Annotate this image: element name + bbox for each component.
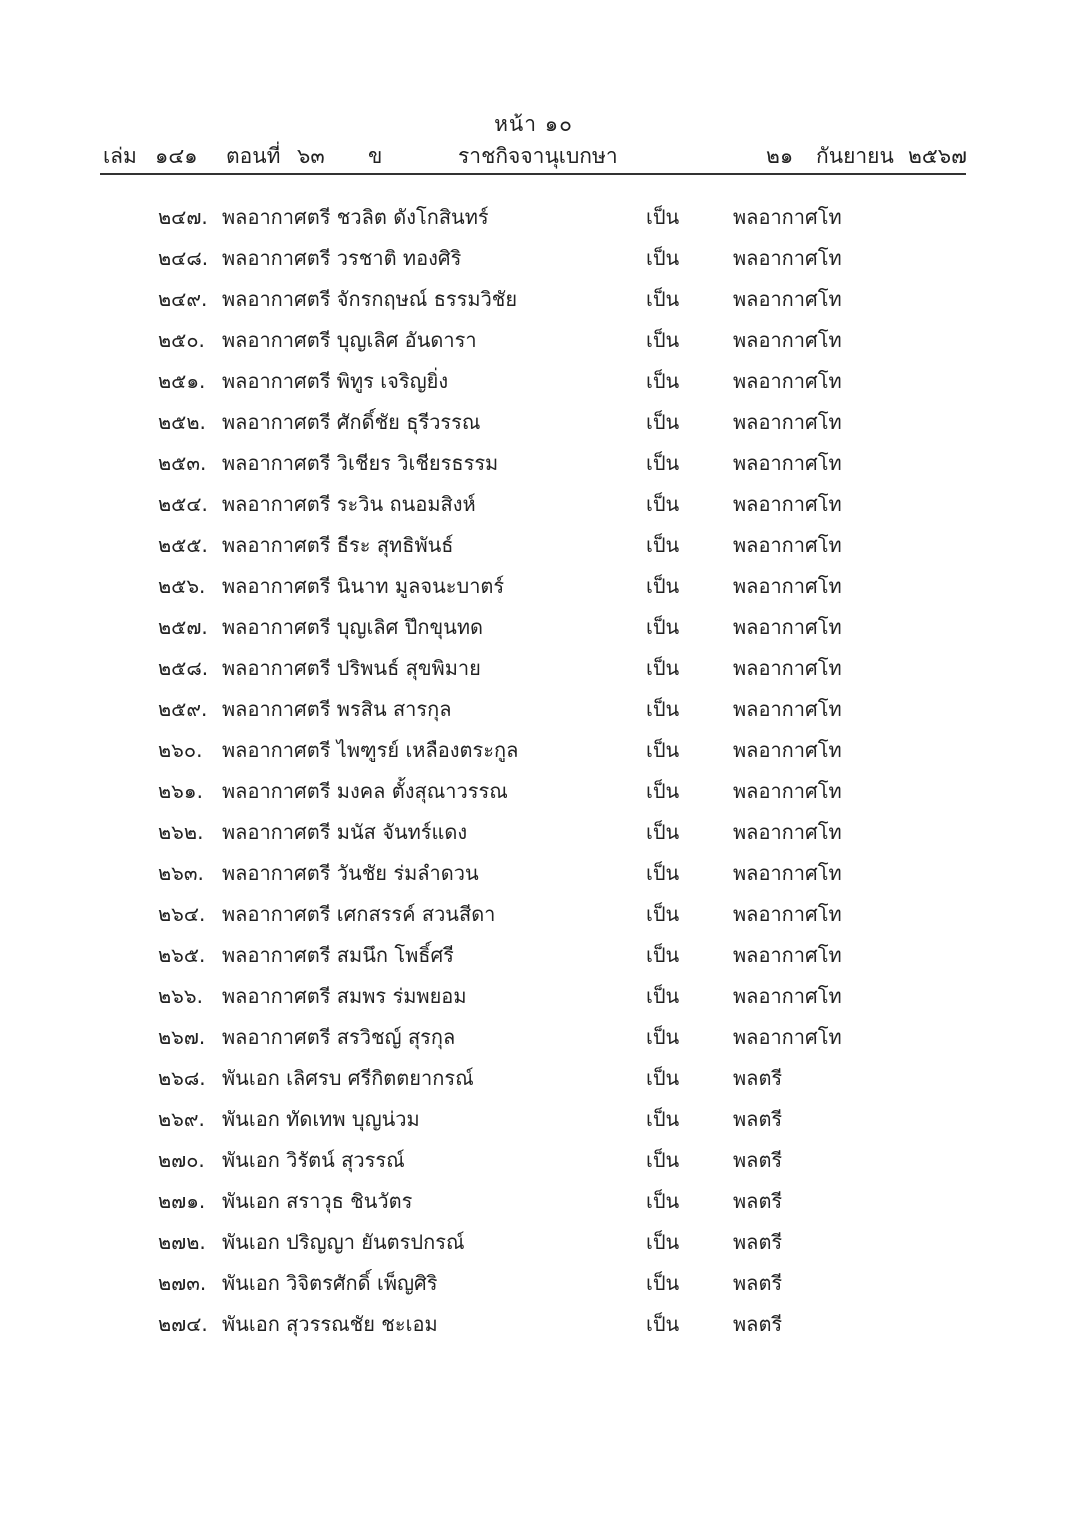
promotion-entry <box>0 1017 1067 1058</box>
entry-new-rank: พลอากาศโท <box>733 328 842 352</box>
entry-rank-name: พันเอก ทัดเทพ บุญน่วม <box>222 1107 420 1131</box>
section-letter: ข <box>368 144 383 168</box>
entry-number: ๒๖๔. <box>158 902 206 926</box>
entry-new-rank: พลอากาศโท <box>733 205 842 229</box>
page-number: หน้า ๑๐ <box>494 112 573 136</box>
entry-number: ๒๕๗. <box>158 615 208 639</box>
volume-label: เล่ม <box>103 144 137 168</box>
entry-verb: เป็น <box>646 779 680 803</box>
entry-rank-name: พลอากาศตรี วันชัย ร่มลำดวน <box>222 861 479 885</box>
promotion-entry <box>0 443 1067 484</box>
entry-new-rank: พลตรี <box>733 1271 783 1295</box>
entry-number: ๒๖๓. <box>158 861 204 885</box>
entry-new-rank: พลตรี <box>733 1230 783 1254</box>
promotion-entry <box>0 1181 1067 1222</box>
entry-verb: เป็น <box>646 820 680 844</box>
entry-number: ๒๖๙. <box>158 1107 205 1131</box>
entry-verb: เป็น <box>646 246 680 270</box>
entry-new-rank: พลอากาศโท <box>733 820 842 844</box>
promotion-entry <box>0 279 1067 320</box>
promotion-entry <box>0 1058 1067 1099</box>
entry-rank-name: พลอากาศตรี จักรกฤษณ์ ธรรมวิชัย <box>222 287 518 311</box>
entry-new-rank: พลอากาศโท <box>733 287 842 311</box>
entry-number: ๒๗๒. <box>158 1230 206 1254</box>
entry-new-rank: พลอากาศโท <box>733 656 842 680</box>
entry-rank-name: พลอากาศตรี บุญเลิศ อันดารา <box>222 328 477 352</box>
entry-new-rank: พลตรี <box>733 1107 783 1131</box>
entry-rank-name: พันเอก สราวุธ ชินวัตร <box>222 1189 413 1213</box>
entry-number: ๒๕๓. <box>158 451 207 475</box>
entry-verb: เป็น <box>646 1066 680 1090</box>
entry-rank-name: พันเอก วิรัตน์ สุวรรณ์ <box>222 1148 405 1172</box>
entry-verb: เป็น <box>646 369 680 393</box>
entry-rank-name: พลอากาศตรี พรสิน สารกุล <box>222 697 452 721</box>
entry-verb: เป็น <box>646 738 680 762</box>
promotion-entry <box>0 525 1067 566</box>
entry-rank-name: พลอากาศตรี ธีระ สุทธิพันธ์ <box>222 533 454 557</box>
entry-verb: เป็น <box>646 1025 680 1049</box>
entry-new-rank: พลอากาศโท <box>733 533 842 557</box>
entry-number: ๒๕๙. <box>158 697 208 721</box>
promotion-entry <box>0 566 1067 607</box>
entry-rank-name: พันเอก เลิศรบ ศรีกิตตยากรณ์ <box>222 1066 474 1090</box>
promotion-entry <box>0 812 1067 853</box>
gazette-title: ราชกิจจานุเบกษา <box>458 144 618 168</box>
entry-number: ๒๕๘. <box>158 656 209 680</box>
promotion-entry <box>0 484 1067 525</box>
entry-verb: เป็น <box>646 615 680 639</box>
entry-number: ๒๕๒. <box>158 410 206 434</box>
entry-verb: เป็น <box>646 1312 680 1336</box>
entry-number: ๒๖๗. <box>158 1025 206 1049</box>
promotion-entry <box>0 238 1067 279</box>
entry-verb: เป็น <box>646 451 680 475</box>
entry-rank-name: พลอากาศตรี มนัส จันทร์แดง <box>222 820 468 844</box>
entry-verb: เป็น <box>646 533 680 557</box>
promotion-entry <box>0 1222 1067 1263</box>
entry-number: ๒๕๔. <box>158 492 208 516</box>
promotion-entry <box>0 607 1067 648</box>
date-day: ๒๑ <box>766 144 794 168</box>
entry-number: ๒๖๘. <box>158 1066 206 1090</box>
promotion-entry <box>0 976 1067 1017</box>
entry-new-rank: พลอากาศโท <box>733 984 842 1008</box>
date-month: กันยายน <box>816 144 894 168</box>
entry-number: ๒๕๑. <box>158 369 206 393</box>
entry-rank-name: พลอากาศตรี ปริพนธ์ สุขพิมาย <box>222 656 481 680</box>
entry-new-rank: พลอากาศโท <box>733 615 842 639</box>
entry-new-rank: พลอากาศโท <box>733 779 842 803</box>
promotion-entry <box>0 361 1067 402</box>
entry-number: ๒๔๗. <box>158 205 208 229</box>
entry-new-rank: พลอากาศโท <box>733 410 842 434</box>
promotion-list <box>0 197 1067 1345</box>
entry-verb: เป็น <box>646 410 680 434</box>
entry-verb: เป็น <box>646 902 680 926</box>
entry-new-rank: พลตรี <box>733 1312 783 1336</box>
entry-new-rank: พลอากาศโท <box>733 697 842 721</box>
entry-new-rank: พลอากาศโท <box>733 492 842 516</box>
promotion-entry <box>0 197 1067 238</box>
entry-rank-name: พลอากาศตรี สรวิชญ์ สุรกุล <box>222 1025 456 1049</box>
promotion-entry <box>0 1099 1067 1140</box>
promotion-entry <box>0 1140 1067 1181</box>
entry-rank-name: พลอากาศตรี ชวลิต ดังโกสินทร์ <box>222 205 489 229</box>
entry-number: ๒๖๕. <box>158 943 206 967</box>
entry-verb: เป็น <box>646 492 680 516</box>
promotion-entry <box>0 771 1067 812</box>
entry-verb: เป็น <box>646 1189 680 1213</box>
promotion-entry <box>0 853 1067 894</box>
entry-new-rank: พลอากาศโท <box>733 246 842 270</box>
promotion-entry <box>0 935 1067 976</box>
entry-number: ๒๖๑. <box>158 779 203 803</box>
entry-rank-name: พลอากาศตรี สมพร ร่มพยอม <box>222 984 467 1008</box>
entry-new-rank: พลอากาศโท <box>733 451 842 475</box>
entry-rank-name: พลอากาศตรี สมนึก โพธิ์ศรี <box>222 943 454 967</box>
entry-new-rank: พลอากาศโท <box>733 574 842 598</box>
entry-verb: เป็น <box>646 1230 680 1254</box>
entry-new-rank: พลตรี <box>733 1066 783 1090</box>
entry-number: ๒๔๘. <box>158 246 209 270</box>
entry-verb: เป็น <box>646 943 680 967</box>
entry-number: ๒๗๐. <box>158 1148 205 1172</box>
entry-verb: เป็น <box>646 984 680 1008</box>
promotion-entry <box>0 320 1067 361</box>
date-year: ๒๕๖๗ <box>908 144 967 168</box>
entry-verb: เป็น <box>646 656 680 680</box>
entry-verb: เป็น <box>646 574 680 598</box>
entry-verb: เป็น <box>646 205 680 229</box>
header-divider <box>100 173 966 175</box>
entry-verb: เป็น <box>646 328 680 352</box>
entry-rank-name: พันเอก ปริญญา ยันตรปกรณ์ <box>222 1230 465 1254</box>
entry-rank-name: พลอากาศตรี มงคล ตั้งสุณาวรรณ <box>222 779 508 803</box>
entry-rank-name: พลอากาศตรี วรชาติ ทองศิริ <box>222 246 462 270</box>
issue-label: ตอนที่ <box>226 144 281 168</box>
promotion-entry <box>0 1263 1067 1304</box>
entry-number: ๒๔๙. <box>158 287 208 311</box>
entry-number: ๒๗๔. <box>158 1312 208 1336</box>
volume-number: ๑๔๑ <box>155 144 198 168</box>
entry-rank-name: พลอากาศตรี ไพฑูรย์ เหลืองตระกูล <box>222 738 519 762</box>
entry-new-rank: พลอากาศโท <box>733 369 842 393</box>
entry-number: ๒๕๖. <box>158 574 206 598</box>
entry-rank-name: พันเอก วิจิตรศักดิ์ เพ็ญศิริ <box>222 1271 438 1295</box>
entry-rank-name: พลอากาศตรี บุญเลิศ ปึกขุนทด <box>222 615 484 639</box>
entry-new-rank: พลอากาศโท <box>733 738 842 762</box>
promotion-entry <box>0 648 1067 689</box>
entry-rank-name: พันเอก สุวรรณชัย ชะเอม <box>222 1312 438 1336</box>
gazette-header <box>100 140 966 170</box>
entry-number: ๒๕๐. <box>158 328 205 352</box>
entry-new-rank: พลอากาศโท <box>733 1025 842 1049</box>
entry-number: ๒๖๐. <box>158 738 203 762</box>
promotion-entry <box>0 402 1067 443</box>
entry-rank-name: พลอากาศตรี พิทูร เจริญยิ่ง <box>222 369 449 393</box>
promotion-entry <box>0 1304 1067 1345</box>
entry-new-rank: พลตรี <box>733 1148 783 1172</box>
promotion-entry <box>0 689 1067 730</box>
entry-verb: เป็น <box>646 1271 680 1295</box>
entry-verb: เป็น <box>646 861 680 885</box>
entry-new-rank: พลอากาศโท <box>733 943 842 967</box>
entry-rank-name: พลอากาศตรี ระวิน ถนอมสิงห์ <box>222 492 476 516</box>
promotion-entry <box>0 730 1067 771</box>
entry-rank-name: พลอากาศตรี ศักดิ์ชัย ธุรีวรรณ <box>222 410 481 434</box>
issue-number: ๖๓ <box>297 144 325 168</box>
entry-number: ๒๗๓. <box>158 1271 207 1295</box>
entry-number: ๒๕๕. <box>158 533 208 557</box>
entry-number: ๒๖๒. <box>158 820 204 844</box>
entry-new-rank: พลตรี <box>733 1189 783 1213</box>
entry-rank-name: พลอากาศตรี วิเชียร วิเชียรธรรม <box>222 451 499 475</box>
entry-number: ๒๖๖. <box>158 984 203 1008</box>
entry-new-rank: พลอากาศโท <box>733 861 842 885</box>
entry-verb: เป็น <box>646 1148 680 1172</box>
entry-verb: เป็น <box>646 697 680 721</box>
entry-rank-name: พลอากาศตรี นินาท มูลจนะบาตร์ <box>222 574 505 598</box>
entry-verb: เป็น <box>646 1107 680 1131</box>
entry-number: ๒๗๑. <box>158 1189 206 1213</box>
entry-new-rank: พลอากาศโท <box>733 902 842 926</box>
promotion-entry <box>0 894 1067 935</box>
entry-rank-name: พลอากาศตรี เศกสรรค์ สวนสีดา <box>222 902 496 926</box>
entry-verb: เป็น <box>646 287 680 311</box>
